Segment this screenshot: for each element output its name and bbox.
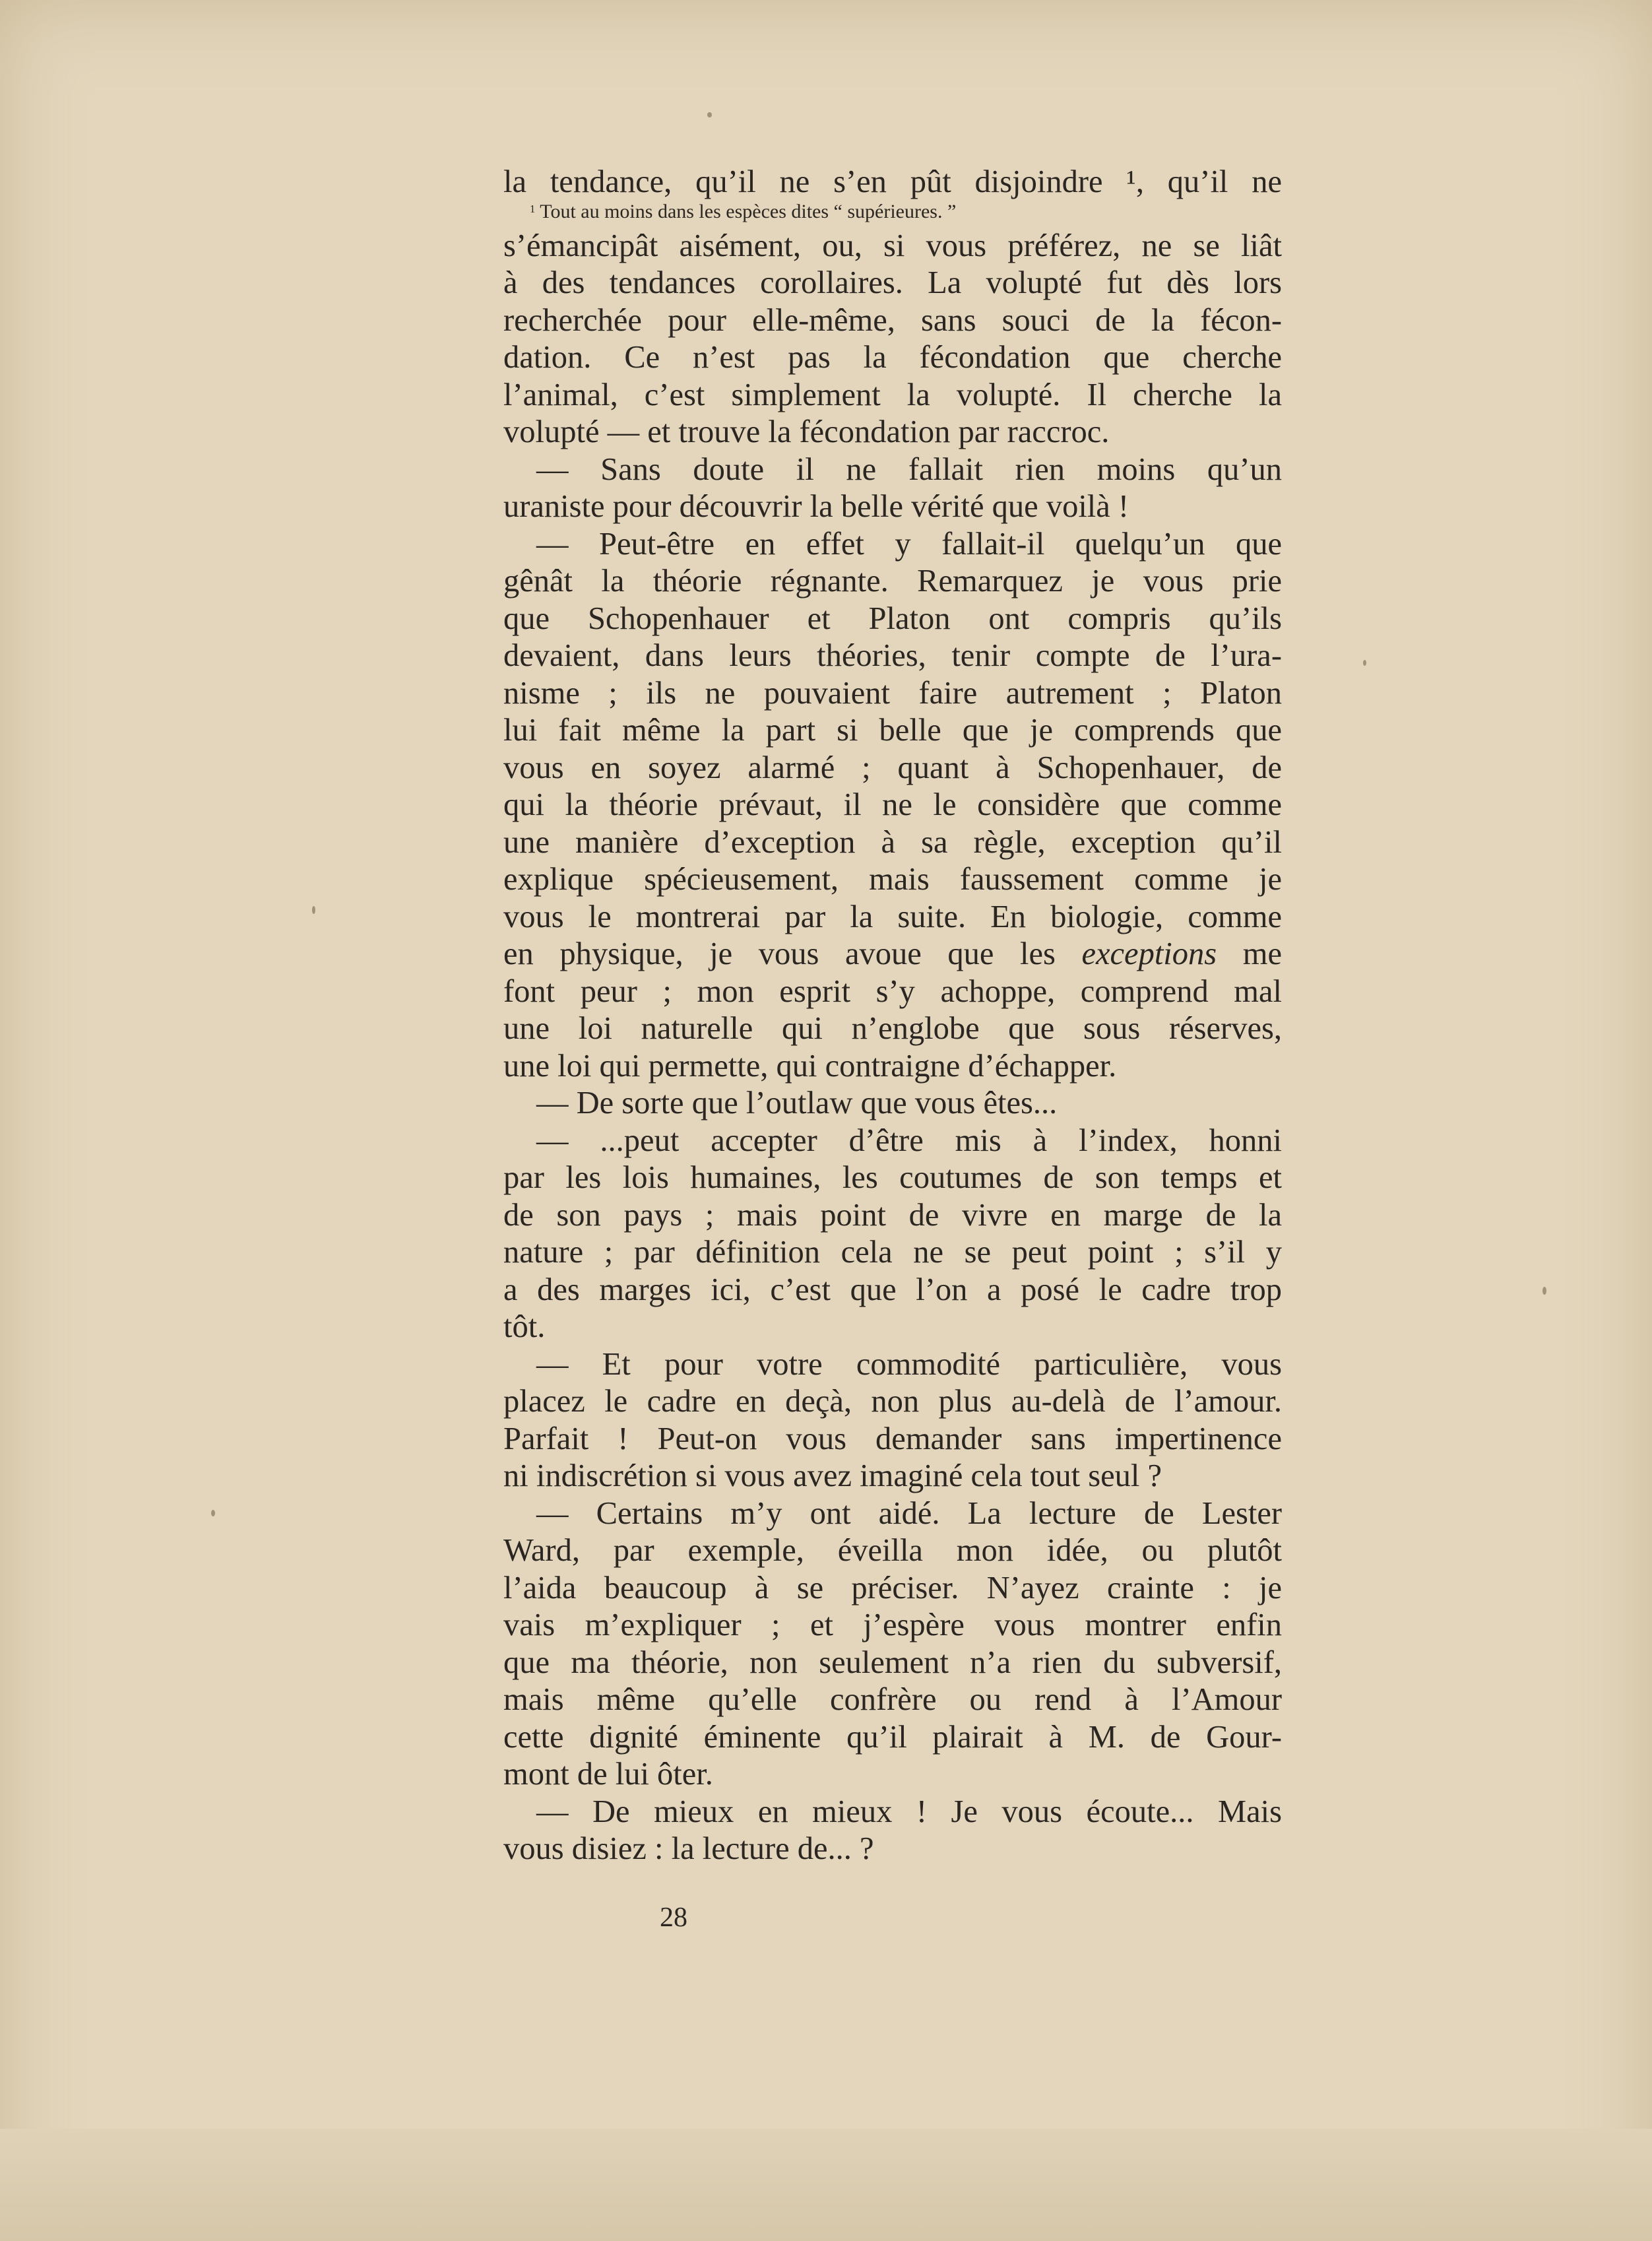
text-line: lui fait même la part si belle que je comprends que <box>503 713 1282 748</box>
text-line: tôt. <box>503 1309 546 1344</box>
text-line: nature ; par définition cela ne se peut point ; s’il y <box>503 1235 1282 1270</box>
text-line: de son pays ; mais point de vivre en marge de la <box>503 1197 1282 1233</box>
text-line: recherchée pour elle-même, sans souci de la fécon- <box>503 302 1282 338</box>
text-line: à des tendances corollaires. La volupté fut dès lors <box>503 265 1282 300</box>
text-line: explique spécieusement, mais faussement comme je <box>503 862 1282 897</box>
text-line: devaient, dans leurs théories, tenir compte de l’ura- <box>503 638 1282 673</box>
text-line: uraniste pour découvrir la belle vérité que voilà ! <box>503 489 1129 524</box>
paper-speck <box>1542 1287 1546 1295</box>
text-line: vous en soyez alarmé ; quant à Schopenhauer, de <box>503 750 1282 785</box>
paper-speck <box>707 112 712 117</box>
text-line: — De mieux en mieux ! Je vous écoute... Mais <box>536 1794 1282 1829</box>
text-line: placez le cadre en deçà, non plus au-delà de l’amour. <box>503 1384 1282 1419</box>
text-line: ni indiscrétion si vous avez imaginé cela tout seul ? <box>503 1458 1162 1493</box>
paper-speck <box>211 1510 215 1516</box>
text-line: vais m’expliquer ; et j’espère vous montrer enfin <box>503 1608 1282 1642</box>
text-line: s’émancipât aisément, ou, si vous préférez, ne se liât <box>503 228 1282 263</box>
text-line: — Sans doute il ne fallait rien moins qu’un <box>536 451 1282 487</box>
text-line: vous disiez : la lecture de... ? <box>503 1831 874 1866</box>
text-line: — De sorte que l’outlaw que vous êtes... <box>536 1086 1058 1120</box>
text-line: une loi naturelle qui n’englobe que sous réserves, <box>503 1011 1282 1046</box>
text-line: vous le montrerai par la suite. En biologie, comme <box>503 899 1282 934</box>
text-line: dation. Ce n’est pas la fécondation que cherche <box>503 340 1282 375</box>
text-line: mont de lui ôter. <box>503 1757 713 1792</box>
footnote <box>503 199 1282 225</box>
paper-speck <box>1363 660 1366 666</box>
text-line: l’animal, c’est simplement la volupté. Il cherche la <box>503 377 1282 412</box>
text-line: gênât la théorie régnante. Remarquez je vous prie <box>503 564 1282 599</box>
italic-word: exceptions <box>1081 936 1217 971</box>
footnote-marker: 1 <box>530 202 536 215</box>
text-line: nisme ; ils ne pouvaient faire autrement ; Platon <box>503 675 1282 711</box>
text-line: — Et pour votre commodité particulière, vous <box>536 1346 1282 1382</box>
footnote-text: Tout au moins dans les espèces dites “ supérieures. ” <box>540 200 957 222</box>
text-line: l’aida beaucoup à se préciser. N’ayez crainte : je <box>503 1570 1282 1606</box>
body-text <box>503 164 1282 1868</box>
paper-speck <box>312 906 315 914</box>
text-line: — Peut-être en effet y fallait-il quelqu’un que <box>536 526 1282 562</box>
text-line: que Schopenhauer et Platon ont compris qu’ils <box>503 601 1282 636</box>
text-line: qui la théorie prévaut, il ne le considère que comme <box>503 787 1282 822</box>
text-line: cette dignité éminente qu’il plairait à M. de Gour- <box>503 1719 1282 1755</box>
text-line: Parfait ! Peut-on vous demander sans impertinence <box>503 1421 1282 1456</box>
text-line: — Certains m’y ont aidé. La lecture de Lester <box>536 1495 1282 1531</box>
text-line: la tendance, qu’il ne s’en pût disjoindre ¹, qu’il ne <box>503 164 1282 199</box>
text-line: Ward, par exemple, éveilla mon idée, ou plutôt <box>503 1533 1282 1568</box>
text-line: en physique, je vous avoue que les exceptions me <box>503 936 1282 971</box>
text-line: a des marges ici, c’est que l’on a posé le cadre trop <box>503 1272 1282 1307</box>
text-line: font peur ; mon esprit s’y achoppe, comprend mal <box>503 973 1282 1009</box>
text-line: volupté — et trouve la fécondation par raccroc. <box>503 414 1110 449</box>
text-line: une loi qui permette, qui contraigne d’échapper. <box>503 1048 1117 1084</box>
text-line: une manière d’exception à sa règle, exception qu’il <box>503 824 1282 860</box>
page-number: 28 <box>660 1902 687 1933</box>
text-line: que ma théorie, non seulement n’a rien du subversif, <box>503 1644 1282 1680</box>
text-line: par les lois humaines, les coutumes de son temps et <box>503 1160 1282 1195</box>
text-line: mais même qu’elle confrère ou rend à l’Amour <box>503 1682 1282 1717</box>
text-line: — ...peut accepter d’être mis à l’index, honni <box>536 1122 1282 1158</box>
